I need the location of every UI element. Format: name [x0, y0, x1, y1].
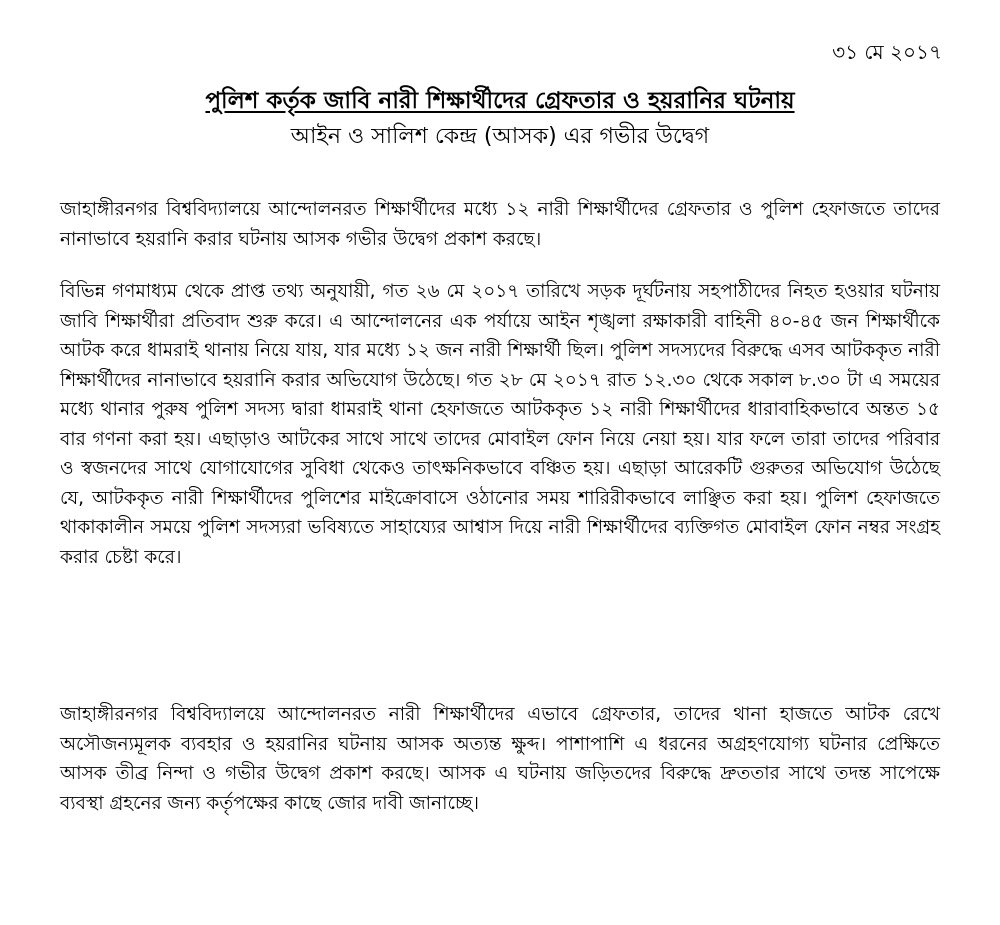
paragraph-intro: জাহাঙ্গীরনগর বিশ্ববিদ্যালয়ে আন্দোলনরত শিক্ষার্থীদের মধ্যে ১২ নারী শিক্ষার্থীদের গ্রেফতার ও পুলিশ হেফাজতে তাদের নানাভাবে হয়রানি করার ঘটনায় আসক গভীর উদ্বেগ প্রকাশ করছে। — [60, 199, 940, 250]
document-title-text: পুলিশ কর্তৃক জাবি নারী শিক্ষার্থীদের গ্রেফতার ও হয়রানির ঘটনায় — [205, 88, 795, 114]
paragraph-incident-details: বিভিন্ন গণমাধ্যম থেকে প্রাপ্ত তথ্য অনুযায়ী, গত ২৬ মে ২০১৭ তারিখে সড়ক দূর্ঘটনায় সহপাঠীদের নিহত হওয়ার ঘটনায় জাবি শিক্ষার্থীরা প্রতিবাদ শুরু করে। এ আন্দোলনের এক পর্যায়ে আইন শৃঙ্খলা রক্ষাকারী বাহিনী ৪০-৪৫ জন শিক্ষার্থীকে আটক করে ধামরাই থানায় নিয়ে যায়, যার মধ্যে ১২ জন নারী শিক্ষার্থী ছিল। পুলিশ সদস্যদের বিরুদ্ধে এসব আটককৃত নারী শিক্ষার্থীদের নানাভাবে হয়রানি করার অভিযোগ উঠেছে। গত ২৮ মে ২০১৭ রাত ১২.৩০ থেকে সকাল ৮.৩০ টা এ সময়ের মধ্যে থানার পুরুষ পুলিশ সদস্য দ্বারা ধামরাই থানা হেফাজতে আটককৃত ১২ নারী শিক্ষার্থীদের ধারাবাহিকভাবে অন্তত ১৫ বার গণনা করা হয়। এছাড়াও আটকের সাথে সাথে তাদের মোবাইল ফোন নিয়ে নেয়া হয়। যার ফলে তারা তাদের পরিবার ও স্বজনদের সাথে যোগাযোগের সুবিধা থেকেও তাৎক্ষনিকভাবে বঞ্চিত হয়। এছাড়া আরেকটি গুরুতর অভিযোগ উঠেছে যে, আটককৃত নারী শিক্ষার্থীদের পুলিশের মাইক্রোবাসে ওঠানোর সময় শারিরীকভাবে লাঞ্ছিত করা হয়। পুলিশ হেফাজতে থাকাকালীন সময়ে পুলিশ সদস্যরা ভবিষ্যতে সাহায্যের আশ্বাস দিয়ে নারী শিক্ষার্থীদের ব্যক্তিগত মোবাইল ফোন নম্বর সংগ্রহ করার চেষ্টা করে। — [60, 281, 940, 568]
paragraph-demand: জাহাঙ্গীরনগর বিশ্ববিদ্যালয়ে আন্দোলনরত নারী শিক্ষার্থীদের এভাবে গ্রেফতার, তাদের থানা হাজতে আটক রেখে অসৌজন্যমূলক ব্যবহার ও হয়রানির ঘটনায় আসক অত্যন্ত ক্ষুব্দ। পাশাপাশি এ ধরনের অগ্রহণযোগ্য ঘটনার প্রেক্ষিতে আসক তীব্র নিন্দা ও গভীর উদ্বেগ প্রকাশ করছে। আসক এ ঘটনায় জড়িতদের বিরুদ্ধে দ্রুততার সাথে তদন্ত সাপেক্ষে ব্যবস্থা গ্রহনের জন্য কর্তৃপক্ষের কাছে জোর দাবী জানাচ্ছে। — [60, 704, 940, 814]
document-title — [60, 84, 940, 118]
release-date: ৩১ মে ২০১৭ — [832, 40, 942, 64]
document-subtitle: আইন ও সালিশ কেন্দ্র (আসক) এর গভীর উদ্বেগ — [290, 124, 710, 149]
